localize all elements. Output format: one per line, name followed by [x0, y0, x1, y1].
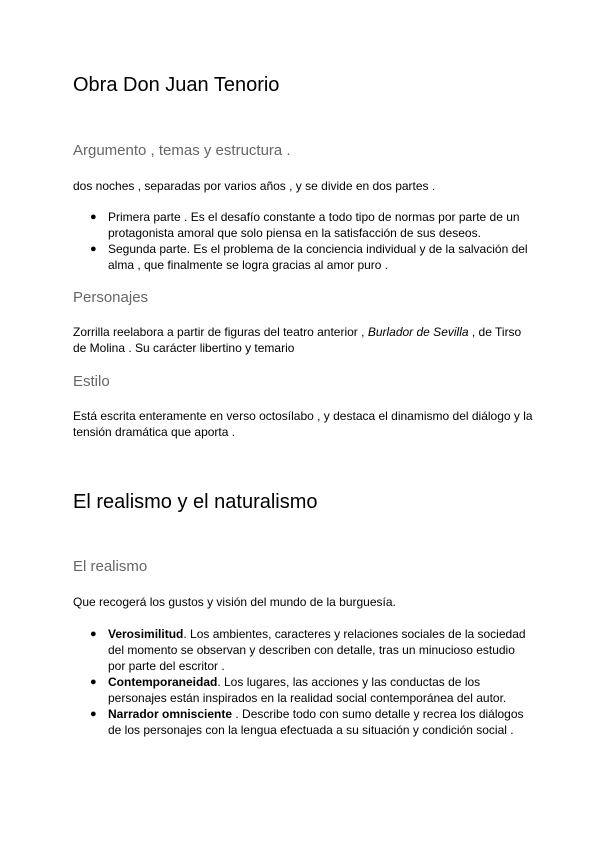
list-item-term: Contemporaneidad — [108, 675, 218, 689]
bullet-icon: ● — [90, 708, 97, 720]
bullet-icon: ● — [90, 676, 97, 688]
paragraph-personajes — [73, 324, 533, 356]
list-item-text: Primera parte . Es el desafío constante a todo tipo de normas por parte de un protagonista amoral que solo piensa en la satisfacción de sus deseos. — [108, 210, 520, 240]
heading-el-realismo: El realismo — [73, 558, 148, 575]
list-item — [73, 626, 533, 674]
heading-argumento: Argumento , temas y estructura . — [73, 142, 291, 159]
list-partes — [73, 209, 533, 273]
heading-estilo: Estilo — [73, 373, 110, 390]
bullet-icon: ● — [90, 628, 97, 640]
list-caracteristicas — [73, 626, 533, 738]
section-title-don-juan: Obra Don Juan Tenorio — [73, 74, 280, 96]
paragraph-estilo: Está escrita enteramente en verso octosílabo , y destaca el dinamismo del diálogo y la tensión dramática que aporta . — [73, 409, 533, 439]
list-item — [73, 674, 533, 706]
list-item-term: Narrador omnisciente — [108, 707, 233, 721]
paragraph-realismo: Que recogerá los gustos y visión del mundo de la burguesía. — [73, 595, 396, 609]
list-item-text: . Los ambientes, caracteres y relaciones sociales de la sociedad del momento se observan y describen con detalle, tras un minucioso estudio por parte del escritor . — [108, 627, 526, 673]
list-item — [73, 706, 533, 738]
heading-personajes: Personajes — [73, 289, 149, 306]
list-item-term: Verosimilitud — [108, 627, 184, 641]
paragraph-argumento: dos noches , separadas por varios años , y se divide en dos partes . — [73, 179, 436, 193]
bullet-icon: ● — [90, 243, 97, 255]
list-item — [73, 241, 533, 273]
personajes-text-end: , de Tirso de Molina . Su carácter libertino y temario — [73, 325, 522, 355]
section-title-realismo: El realismo y el naturalismo — [73, 491, 318, 513]
list-item-text: . Describe todo con sumo detalle y recrea los diálogos de los personajes con la lengua efectuada a su situación y condición social . — [108, 707, 524, 737]
personajes-italic-title: Burlador de Sevilla — [367, 325, 469, 339]
list-item-text: . Los lugares, las acciones y las conductas de los personajes están inspirados en la realidad social contemporánea del autor. — [108, 675, 507, 705]
list-item — [73, 209, 533, 241]
bullet-icon: ● — [90, 211, 97, 223]
personajes-text-start: Zorrilla reelabora a partir de figuras del teatro anterior , — [73, 325, 368, 339]
list-item-text: Segunda parte. Es el problema de la conciencia individual y de la salvación del alma , que finalmente se logra gracias al amor puro . — [108, 242, 528, 272]
